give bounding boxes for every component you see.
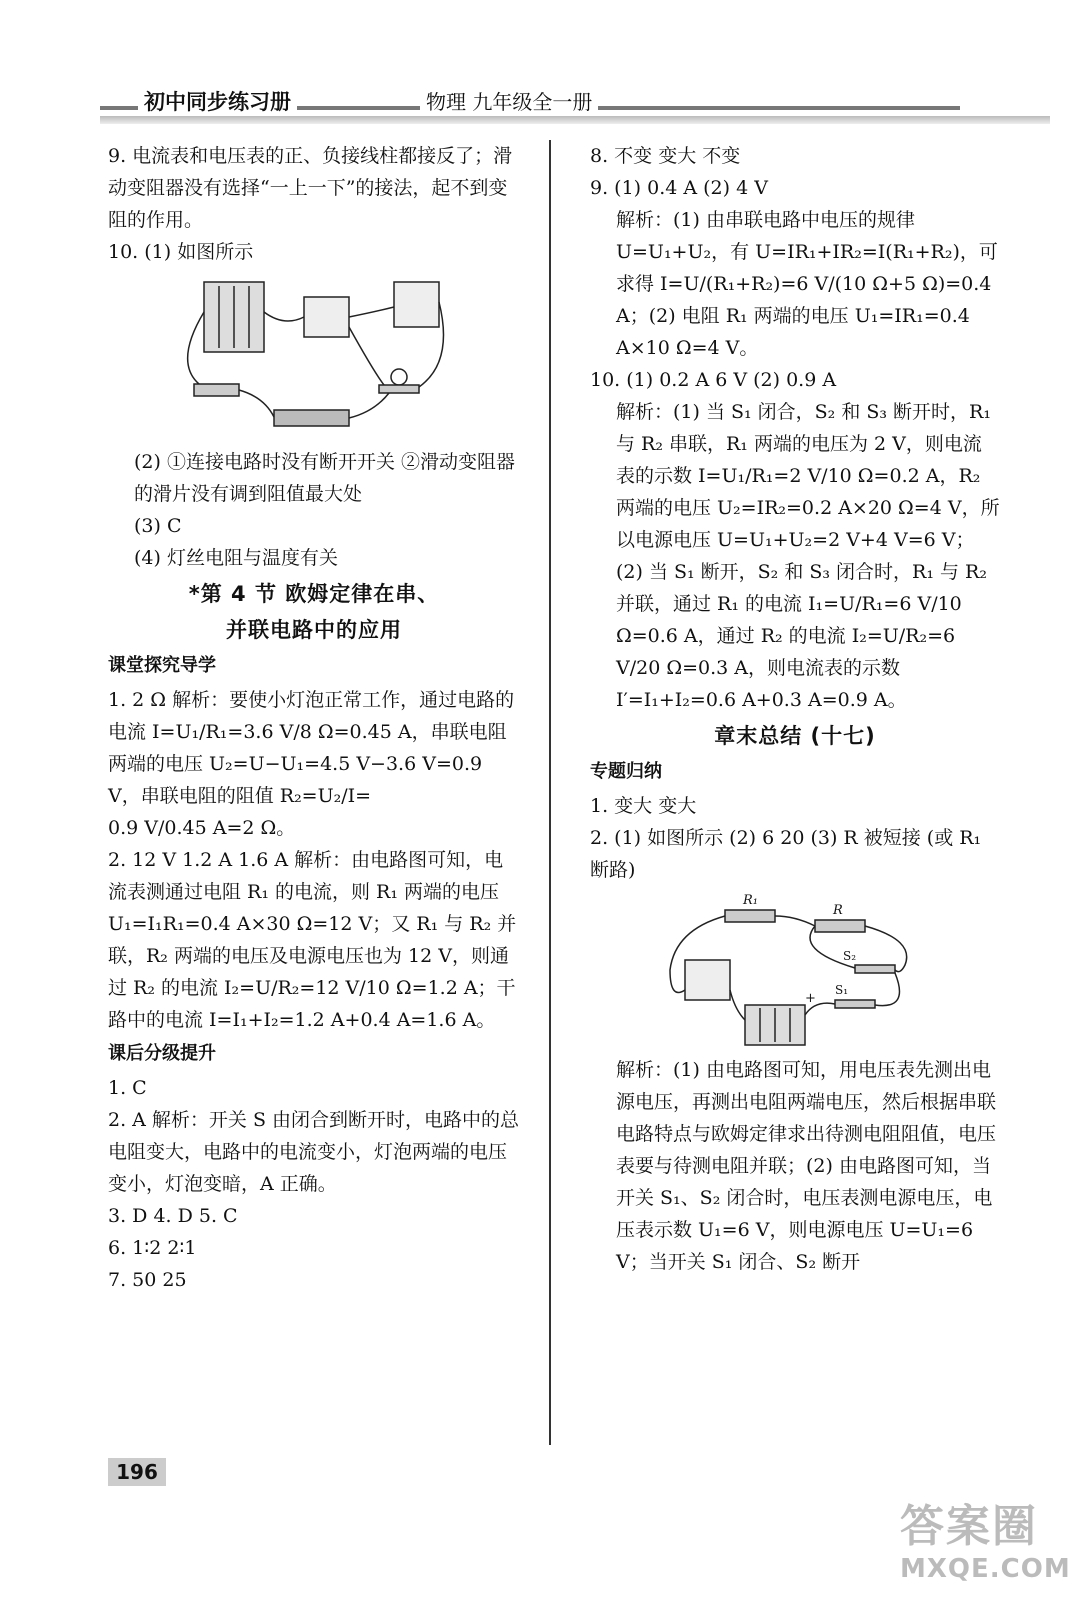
- page-header: [100, 86, 1000, 130]
- book-title: 初中同步练习册: [138, 86, 297, 116]
- answer-q10-2: (2) ①连接电路时没有断开开关 ②滑动变阻器的滑片没有调到阻值最大处: [134, 451, 515, 505]
- switch-s2-icon: [855, 965, 895, 973]
- right-column: [590, 140, 1000, 1278]
- watermark-text: 答案圈: [900, 1501, 1038, 1552]
- subject-label: 物理 九年级全一册: [420, 86, 598, 115]
- homework-q3-5: 3. D 4. D 5. C: [108, 1205, 238, 1227]
- subsection-classroom: 课堂探究导学: [108, 655, 216, 676]
- classroom-q1-result: 0.9 V/0.45 A=2 Ω。: [108, 817, 296, 839]
- label-r: R: [833, 903, 843, 918]
- label-r1: R₁: [743, 893, 758, 908]
- homework-q7: 7. 50 25: [108, 1269, 187, 1291]
- homework-q6: 6. 1∶2 2∶1: [108, 1237, 197, 1259]
- label-s1: S₁: [835, 983, 849, 997]
- voltmeter-icon: [394, 282, 439, 327]
- subsection-topics: 专题归纳: [590, 761, 662, 782]
- page-number: 196: [108, 1458, 166, 1486]
- circuit-figure-2: [665, 890, 925, 1050]
- circuit-figure-1: [174, 272, 454, 442]
- switch-s1-icon: [835, 1000, 875, 1008]
- topic-q2-explanation: 解析：(1) 由电路图可知，用电压表先测出电源电压，再测出电阻两端电压，然后根据串联电路特点与欧姆定律求出待测电阻阻值，电压表要与待测电阻并联；(2) 由电路图可知，当开关 S₁、S₂ 闭合时，电压表测电源电压，电压表示数 U₁=6 V，则电源电压 U=U₁=6 V；当开关 S₁ 闭合、S₂ 断开: [616, 1059, 997, 1273]
- label-s2: S₂: [843, 949, 857, 963]
- answer-q10-explanation: 解析：(1) 当 S₁ 闭合，S₂ 和 S₃ 断开时，R₁ 与 R₂ 串联，R₁ 两端的电压为 2 V，则电流表的示数 I=U₁/R₁=2 V/10 Ω=0.2 A，R₂ 两端的电压 U₂=IR₂=0.2 A×20 Ω=4 V，所以电源电压 U=U₁+U₂=2 V+4 V=6 V；(2) 当 S₁ 断开，S₂ 和 S₃ 闭合时，R₁ 与 R₂ 并联，通过 R₁ 的电流 I₁=U/R₁=6 V/10 Ω=0.6 A，通过 R₂ 的电流 I₂=U/R₂=6 V/20 Ω=0.3 A，则电流表的示数 I′=I₁+I₂=0.6 A+0.3 A=0.9 A。: [616, 401, 1000, 711]
- homework-q2: 2. A 解析：开关 S 由闭合到断开时，电路中的总电阻变大，电路中的电流变小，灯泡两端的电压变小，灯泡变暗，A 正确。: [108, 1109, 520, 1195]
- rheostat-icon: [274, 410, 349, 426]
- homework-q1: 1. C: [108, 1077, 147, 1099]
- header-band: [100, 116, 1050, 124]
- voltmeter-icon: [685, 960, 730, 1000]
- section-title-line2: 并联电路中的应用: [226, 618, 402, 642]
- left-column: [108, 140, 520, 1296]
- label-plus: +: [805, 991, 816, 1006]
- resistor-r-icon: [815, 920, 865, 932]
- subsection-homework: 课后分级提升: [108, 1043, 216, 1064]
- answer-q9-right: 9. (1) 0.4 A (2) 4 V: [590, 177, 768, 199]
- chapter-summary-title: 章末总结 (十七): [714, 724, 876, 748]
- answer-q10-3: (3) C: [134, 515, 182, 537]
- answer-q10-1: 10. (1) 如图所示: [108, 241, 254, 263]
- answer-q9: 9. 电流表和电压表的正、负接线柱都接反了；滑动变阻器没有选择“一上一下”的接法，起不到变阻的作用。: [108, 145, 513, 231]
- classroom-q2: 2. 12 V 1.2 A 1.6 A 解析：由电路图可知，电流表测通过电阻 R₁ 的电流，则 R₁ 两端的电压 U₁=I₁R₁=0.4 A×30 Ω=12 V；又 R₁ 与 R₂ 并联，R₂ 两端的电压及电源电压也为 12 V，则通过 R₂ 的电流 I₂=U/R₂=12 V/10 Ω=1.2 A；干路中的电流 I=I₁+I₂=1.2 A+0.4 A=1.6 A。: [108, 849, 517, 1031]
- bulb-icon: [391, 369, 407, 385]
- answer-q8: 8. 不变 变大 不变: [590, 145, 741, 167]
- section-title-line1: *第 4 节 欧姆定律在串、: [188, 582, 440, 606]
- resistor-r1-icon: [725, 910, 775, 922]
- answer-q10-right: 10. (1) 0.2 A 6 V (2) 0.9 A: [590, 369, 837, 391]
- topic-q2: 2. (1) 如图所示 (2) 6 20 (3) R 被短接 (或 R₁ 断路): [590, 827, 982, 881]
- answer-q9-explanation: 解析：(1) 由串联电路中电压的规律 U=U₁+U₂，有 U=IR₁+IR₂=I(R₁+R₂)，可求得 I=U/(R₁+R₂)=6 V/(10 Ω+5 Ω)=0.4 A；(2) 电阻 R₁ 两端的电压 U₁=IR₁=0.4 A×10 Ω=4 V。: [616, 209, 998, 359]
- watermark: [900, 1490, 1080, 1590]
- watermark-url: MXQE.COM: [900, 1554, 1071, 1584]
- classroom-q1: 1. 2 Ω 解析：要使小灯泡正常工作，通过电路的电流 I=U₁/R₁=3.6 V/8 Ω=0.45 A，串联电阻两端的电压 U₂=U−U₁=4.5 V−3.6 V=0.9 V，串联电阻的阻值 R₂=U₂/I=: [108, 689, 515, 807]
- switch-icon: [194, 384, 239, 396]
- answer-q10-4: (4) 灯丝电阻与温度有关: [134, 547, 338, 569]
- column-divider: [549, 140, 551, 1445]
- ammeter-icon: [304, 297, 349, 337]
- topic-q1: 1. 变大 变大: [590, 795, 697, 817]
